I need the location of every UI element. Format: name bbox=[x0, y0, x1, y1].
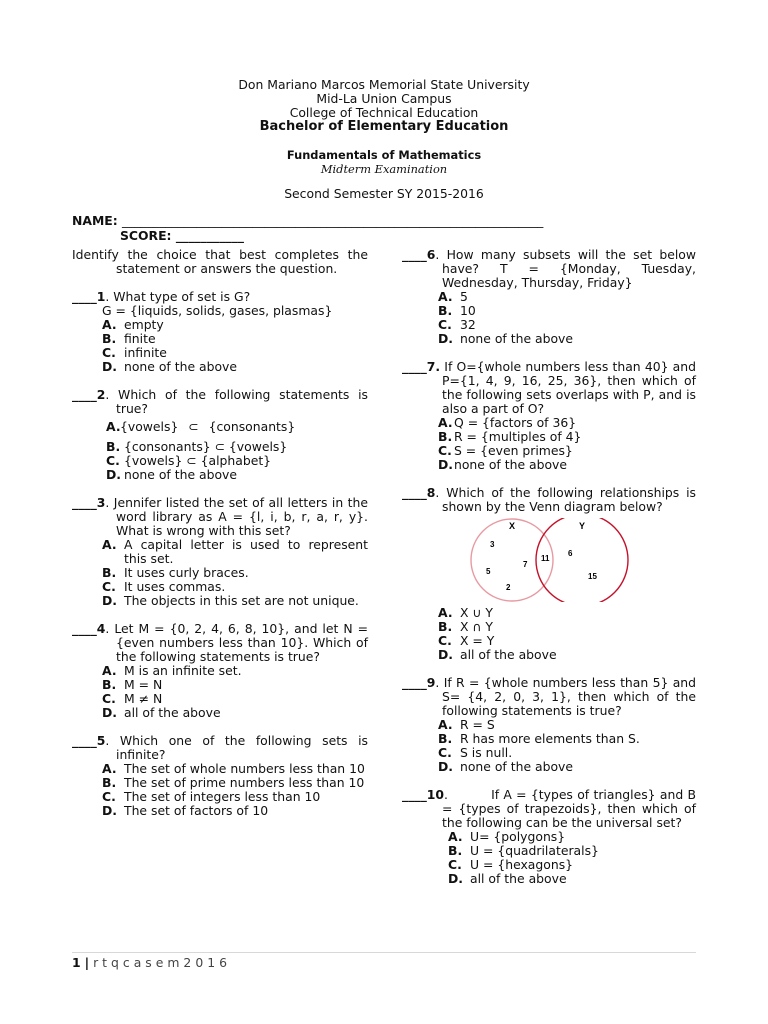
question-2 bbox=[72, 388, 368, 482]
campus-name: Mid-La Union Campus bbox=[316, 91, 452, 106]
choice-text: 32 bbox=[460, 317, 476, 332]
choice-text: empty bbox=[124, 317, 164, 332]
venn-element: 11 bbox=[541, 554, 550, 563]
choice-letter: A. bbox=[438, 717, 453, 732]
answer-blank[interactable]: ____ bbox=[72, 733, 97, 748]
choice-letter: B. bbox=[106, 439, 121, 454]
choice-list bbox=[438, 606, 696, 662]
question-stem bbox=[72, 388, 368, 416]
left-column bbox=[72, 248, 368, 832]
choice-c[interactable] bbox=[102, 346, 368, 360]
question-stem bbox=[72, 734, 368, 762]
choice-c[interactable] bbox=[448, 858, 696, 872]
question-6 bbox=[402, 248, 696, 346]
choice-text: The set of whole numbers less than 10 bbox=[124, 761, 365, 776]
choice-text: The set of prime numbers less than 10 bbox=[124, 775, 365, 790]
choice-text: The set of factors of 10 bbox=[124, 803, 269, 818]
score-field[interactable] bbox=[120, 229, 244, 243]
question-8 bbox=[402, 486, 696, 662]
choice-letter: D. bbox=[102, 359, 117, 374]
question-stem bbox=[402, 248, 696, 290]
venn-element: 3 bbox=[490, 540, 495, 549]
choice-text: R = S bbox=[460, 717, 495, 732]
question-number: 9 bbox=[426, 675, 436, 690]
venn-element: 2 bbox=[506, 583, 511, 592]
choice-letter: A. bbox=[102, 317, 117, 332]
choice-c[interactable] bbox=[102, 580, 368, 594]
question-text: . Which one of the following sets is infinite? bbox=[105, 733, 368, 762]
choice-a[interactable] bbox=[438, 606, 696, 620]
venn-element: 15 bbox=[588, 572, 597, 581]
choice-d[interactable] bbox=[438, 332, 696, 346]
choice-letter: B. bbox=[438, 731, 453, 746]
answer-blank[interactable]: ____ bbox=[402, 675, 427, 690]
university-name: Don Mariano Marcos Memorial State University bbox=[238, 77, 530, 92]
subject-title: Fundamentals of Mathematics bbox=[286, 148, 482, 162]
choice-text: It uses commas. bbox=[124, 579, 226, 594]
question-text: . Which of the following relationships is shown by the Venn diagram below? bbox=[435, 485, 696, 514]
question-number: 7. bbox=[426, 359, 441, 374]
choice-letter: D. bbox=[438, 759, 453, 774]
choice-text: U= {polygons} bbox=[470, 829, 566, 844]
choice-a[interactable] bbox=[102, 538, 368, 566]
choice-letter: D. bbox=[102, 803, 117, 818]
question-stem bbox=[72, 622, 368, 664]
choice-letter: B. bbox=[102, 565, 117, 580]
choice-text: X ∩ Y bbox=[460, 619, 494, 634]
question-number: 4 bbox=[96, 621, 106, 636]
choice-list bbox=[102, 664, 368, 720]
choice-d[interactable] bbox=[102, 804, 368, 818]
question-number: 1 bbox=[96, 289, 106, 304]
choice-letter: B. bbox=[438, 619, 453, 634]
question-stem bbox=[402, 787, 700, 830]
choice-c[interactable] bbox=[102, 790, 368, 804]
choice-text: U = {quadrilaterals} bbox=[470, 843, 599, 858]
answer-blank[interactable]: ____ bbox=[72, 495, 97, 510]
page-number: 1 bbox=[72, 955, 81, 970]
choice-c[interactable] bbox=[438, 746, 696, 760]
choice-letter: C. bbox=[448, 857, 462, 872]
choice-text: R has more elements than S. bbox=[460, 731, 640, 746]
answer-blank[interactable]: ____ bbox=[72, 289, 97, 304]
choice-list bbox=[438, 718, 696, 774]
question-text: . If A = {types of triangles} and B = {types of trapezoids}, then which of the following can be the universal set? bbox=[442, 787, 700, 830]
program-name: Bachelor of Elementary Education bbox=[259, 119, 509, 134]
question-text: . Jennifer listed the set of all letters in the word library as A = {l, i, b, r, a, r, y}. What is wrong with this set? bbox=[105, 495, 368, 538]
choice-a[interactable] bbox=[438, 416, 696, 430]
question-stem bbox=[402, 676, 696, 718]
choice-letter: A. bbox=[102, 761, 117, 776]
choice-a[interactable] bbox=[106, 420, 368, 434]
choice-letter: A. bbox=[438, 289, 453, 304]
score-blank[interactable]: ___________ bbox=[175, 228, 244, 243]
choice-text: S = {even primes} bbox=[454, 443, 573, 458]
choice-text: none of the above bbox=[124, 359, 237, 374]
question-5 bbox=[72, 734, 368, 818]
instructions: Identify the choice that best completes the statement or answers the question. bbox=[72, 247, 368, 276]
choice-letter: A. bbox=[438, 605, 453, 620]
choice-letter: B. bbox=[438, 429, 453, 444]
choice-letter: A. bbox=[106, 419, 121, 434]
footer-divider bbox=[72, 952, 696, 953]
choice-b[interactable] bbox=[438, 304, 696, 318]
question-number: 8 bbox=[426, 485, 436, 500]
question-text: . Let M = {0, 2, 4, 6, 8, 10}, and let N = {even numbers less than 10}. Which of the following statements is true? bbox=[105, 621, 368, 664]
choice-text: {vowels} ⊂ {consonants} bbox=[120, 419, 296, 434]
choice-d[interactable] bbox=[438, 760, 696, 774]
choice-text: M is an infinite set. bbox=[124, 663, 242, 678]
question-stem bbox=[72, 290, 368, 304]
question-text: . How many subsets will the set below have? T = {Monday, Tuesday, Wednesday, Thursday, Friday} bbox=[435, 247, 696, 290]
choice-text: none of the above bbox=[460, 331, 573, 346]
choice-list bbox=[438, 290, 696, 346]
choice-b[interactable] bbox=[438, 732, 696, 746]
choice-letter: B. bbox=[102, 775, 117, 790]
choice-text: 5 bbox=[460, 289, 468, 304]
choice-text: none of the above bbox=[124, 467, 237, 482]
choice-b[interactable] bbox=[448, 844, 696, 858]
choice-text: S is null. bbox=[460, 745, 513, 760]
choice-b[interactable] bbox=[102, 776, 368, 790]
choice-letter: D. bbox=[448, 871, 463, 886]
question-number: 6 bbox=[426, 247, 436, 262]
exam-type: Midterm Examination bbox=[320, 162, 448, 176]
right-column bbox=[402, 247, 700, 900]
answer-blank[interactable]: ____ bbox=[402, 787, 427, 802]
choice-text: R = {multiples of 4} bbox=[454, 429, 582, 444]
question-10 bbox=[402, 787, 700, 886]
college-name: College of Technical Education bbox=[289, 105, 479, 120]
choice-text: all of the above bbox=[460, 647, 557, 662]
venn-diagram bbox=[468, 518, 632, 602]
name-field[interactable] bbox=[72, 214, 543, 228]
question-text: . If R = {whole numbers less than 5} and S= {4, 2, 0, 3, 1}, then which of the following statements is true? bbox=[435, 675, 696, 718]
choice-d[interactable] bbox=[106, 468, 368, 482]
answer-blank[interactable]: ____ bbox=[402, 359, 427, 374]
choice-text: X = Y bbox=[460, 633, 495, 648]
choice-letter: D. bbox=[438, 647, 453, 662]
choice-letter: D. bbox=[438, 457, 453, 472]
choice-letter: A. bbox=[448, 829, 463, 844]
question-number: 2 bbox=[96, 387, 106, 402]
choice-letter: C. bbox=[106, 453, 120, 468]
choice-c[interactable] bbox=[438, 318, 696, 332]
choice-text: {consonants} ⊂ {vowels} bbox=[124, 439, 288, 454]
choice-letter: C. bbox=[102, 789, 116, 804]
choice-letter: D. bbox=[106, 467, 121, 482]
answer-blank[interactable]: ____ bbox=[402, 485, 427, 500]
name-blank[interactable]: ____________________________________________________________________ bbox=[122, 213, 544, 228]
choice-letter: A. bbox=[438, 415, 453, 430]
choice-a[interactable] bbox=[438, 290, 696, 304]
choice-a[interactable] bbox=[438, 718, 696, 732]
question-stem bbox=[402, 486, 696, 514]
choice-text: 10 bbox=[460, 303, 476, 318]
footer-separator: | bbox=[84, 955, 90, 970]
question-number: 10 bbox=[426, 787, 445, 802]
choice-text: It uses curly braces. bbox=[124, 565, 249, 580]
choice-letter: B. bbox=[448, 843, 463, 858]
question-number: 5 bbox=[96, 733, 106, 748]
question-4 bbox=[72, 622, 368, 720]
choice-text: A capital letter is used to represent this set. bbox=[124, 537, 368, 566]
choice-a[interactable] bbox=[102, 318, 368, 332]
choice-b[interactable] bbox=[102, 678, 368, 692]
question-1 bbox=[72, 290, 368, 374]
venn-element: 6 bbox=[568, 549, 573, 558]
choice-letter: D. bbox=[438, 331, 453, 346]
choice-d[interactable] bbox=[102, 360, 368, 374]
semester: Second Semester SY 2015-2016 bbox=[284, 186, 484, 201]
choice-letter: B. bbox=[438, 303, 453, 318]
choice-letter: A. bbox=[102, 663, 117, 678]
page-footer bbox=[72, 956, 231, 970]
choice-b[interactable] bbox=[102, 332, 368, 346]
choice-d[interactable] bbox=[102, 594, 368, 608]
question-stem bbox=[72, 496, 368, 538]
choice-text: M = N bbox=[124, 677, 163, 692]
question-text: If O={whole numbers less than 40} and P={1, 4, 9, 16, 25, 36}, then which of the following sets overlaps with P, and is also a part of O? bbox=[440, 359, 696, 416]
choice-text: none of the above bbox=[460, 759, 573, 774]
choice-text: {vowels} ⊂ {alphabet} bbox=[124, 453, 272, 468]
choice-text: The set of integers less than 10 bbox=[124, 789, 321, 804]
choice-a[interactable] bbox=[102, 664, 368, 678]
choice-b[interactable] bbox=[106, 440, 368, 454]
answer-blank[interactable]: ____ bbox=[72, 387, 97, 402]
choice-list bbox=[102, 318, 368, 374]
name-label: NAME: bbox=[72, 213, 118, 228]
choice-d[interactable] bbox=[102, 706, 368, 720]
choice-letter: D. bbox=[102, 593, 117, 608]
choice-list bbox=[102, 762, 368, 818]
question-number: 3 bbox=[96, 495, 106, 510]
choice-text: all of the above bbox=[124, 705, 221, 720]
choice-text: U = {hexagons} bbox=[470, 857, 574, 872]
choice-c[interactable] bbox=[438, 444, 696, 458]
choice-text: M ≠ N bbox=[124, 691, 163, 706]
choice-c[interactable] bbox=[106, 454, 368, 468]
question-9 bbox=[402, 676, 696, 774]
question-text: . Which of the following statements is true? bbox=[105, 387, 368, 416]
choice-list bbox=[102, 538, 368, 608]
question-text: . What type of set is G? bbox=[105, 289, 251, 304]
choice-d[interactable] bbox=[438, 458, 696, 472]
choice-c[interactable] bbox=[438, 634, 696, 648]
choice-a[interactable] bbox=[102, 762, 368, 776]
choice-letter: C. bbox=[102, 345, 116, 360]
choice-text: finite bbox=[124, 331, 156, 346]
choice-letter: C. bbox=[438, 745, 452, 760]
choice-list bbox=[438, 416, 696, 472]
choice-list bbox=[448, 830, 696, 886]
choice-d[interactable] bbox=[448, 872, 696, 886]
choice-letter: B. bbox=[102, 677, 117, 692]
choice-b[interactable] bbox=[438, 430, 696, 444]
choice-d[interactable] bbox=[438, 648, 696, 662]
choice-text: all of the above bbox=[470, 871, 567, 886]
choice-text: X ∪ Y bbox=[460, 605, 494, 620]
question-stem bbox=[402, 360, 696, 416]
set-x-label: X bbox=[508, 521, 516, 531]
choice-letter: C. bbox=[102, 691, 116, 706]
question-7 bbox=[402, 360, 696, 472]
set-definition: G = {liquids, solids, gases, plasmas} bbox=[102, 303, 333, 318]
choice-b[interactable] bbox=[102, 566, 368, 580]
footer-tag: rtqcasem2016 bbox=[93, 955, 231, 970]
choice-letter: A. bbox=[102, 537, 117, 552]
choice-b[interactable] bbox=[438, 620, 696, 634]
choice-letter: D. bbox=[102, 705, 117, 720]
choice-a[interactable] bbox=[448, 830, 696, 844]
choice-text: none of the above bbox=[454, 457, 567, 472]
choice-text: Q = {factors of 36} bbox=[454, 415, 577, 430]
set-y-label: Y bbox=[578, 521, 586, 531]
venn-element: 5 bbox=[486, 567, 491, 576]
choice-letter: C. bbox=[102, 579, 116, 594]
question-3 bbox=[72, 496, 368, 608]
answer-blank[interactable]: ____ bbox=[402, 247, 427, 262]
choice-c[interactable] bbox=[102, 692, 368, 706]
choice-letter: C. bbox=[438, 317, 452, 332]
venn-element: 7 bbox=[523, 560, 528, 569]
choice-text: The objects in this set are not unique. bbox=[124, 593, 359, 608]
choice-text: infinite bbox=[124, 345, 167, 360]
choice-list bbox=[106, 420, 368, 482]
choice-letter: B. bbox=[102, 331, 117, 346]
choice-letter: C. bbox=[438, 443, 452, 458]
choice-letter: C. bbox=[438, 633, 452, 648]
answer-blank[interactable]: ____ bbox=[72, 621, 97, 636]
score-label: SCORE: bbox=[120, 228, 172, 243]
